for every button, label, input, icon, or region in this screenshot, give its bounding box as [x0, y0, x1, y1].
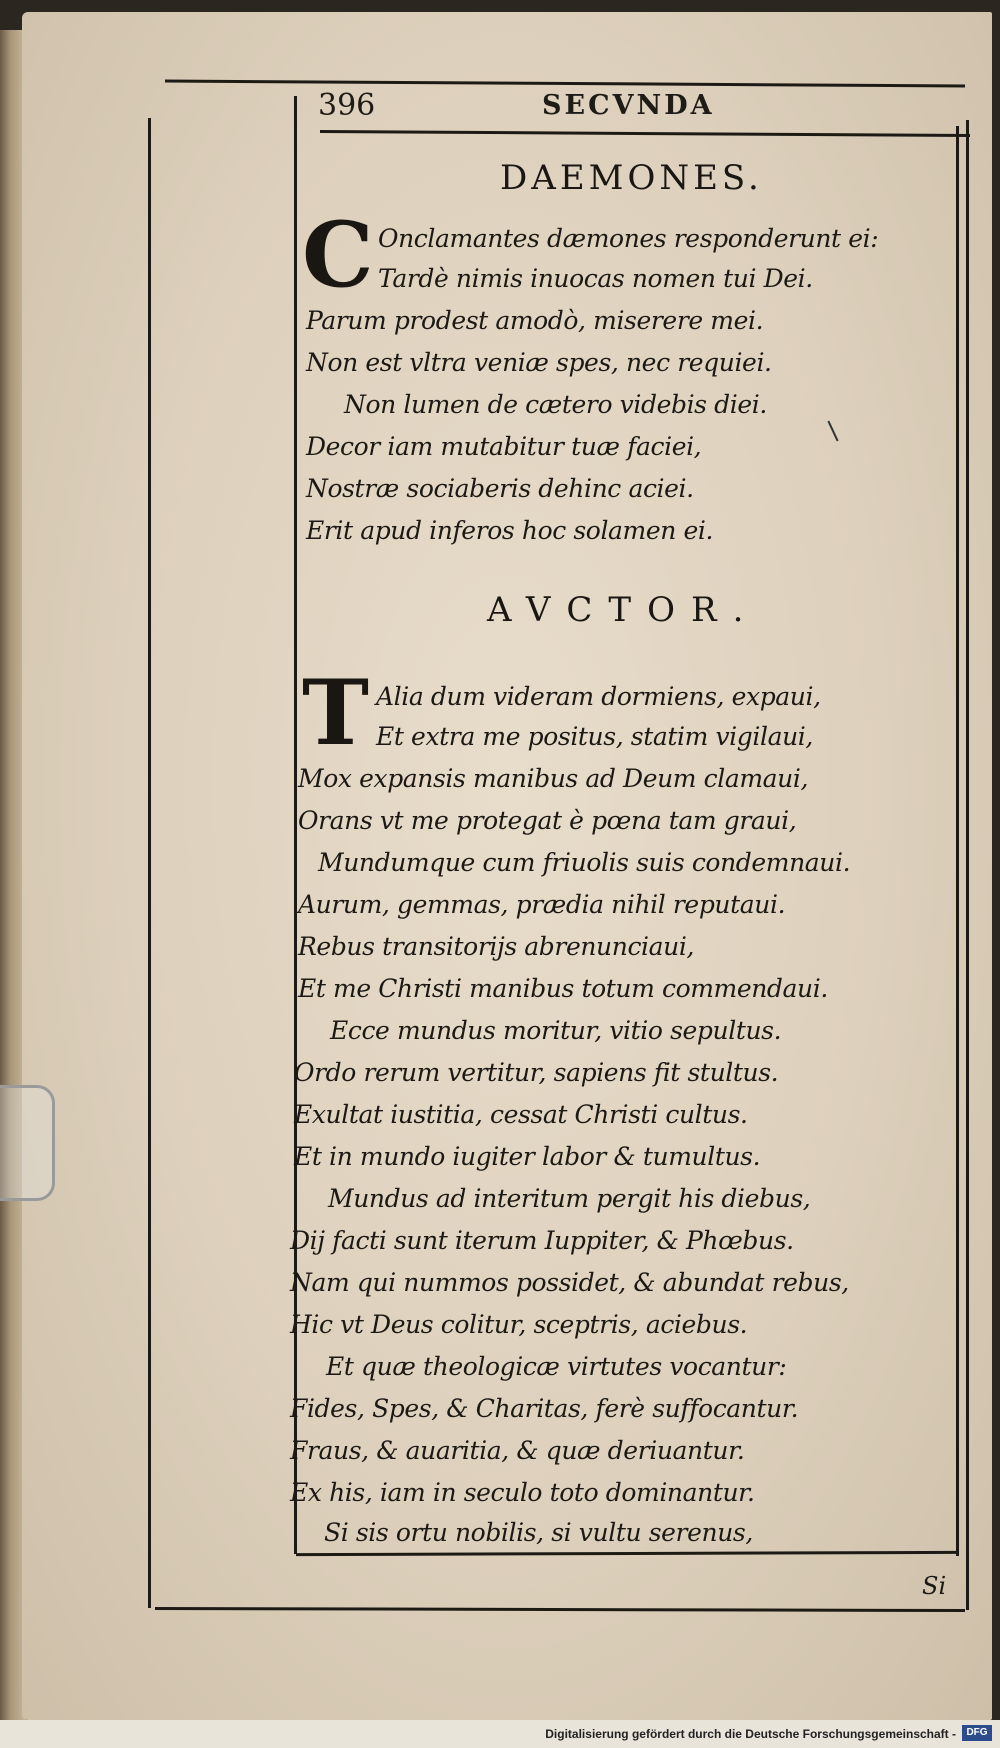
- frame-rule-right: [956, 126, 959, 1556]
- verse-line: Mundumque cum friuolis suis condemnaui.: [318, 848, 851, 877]
- verse-line: Decor iam mutabitur tuæ faciei,: [306, 432, 702, 461]
- verse-line: Et extra me positus, statim vigilaui,: [376, 722, 813, 751]
- page-clip: [0, 1085, 55, 1201]
- verse-line: Nam qui nummos possidet, & abundat rebus,: [290, 1268, 849, 1297]
- verse-line: Et me Christi manibus totum commendaui.: [298, 974, 828, 1003]
- verse-line: Fraus, & auaritia, & quæ deriuantur.: [290, 1436, 745, 1465]
- verse-line: Exultat iustitia, cessat Christi cultus.: [294, 1100, 748, 1129]
- section-title-auctor: AVCTOR.: [487, 590, 760, 630]
- verse-line: Rebus transitorijs abrenunciaui,: [298, 932, 695, 961]
- frame-rule-right-outer: [966, 120, 969, 1610]
- verse-line: Mox expansis manibus ad Deum clamaui,: [298, 764, 808, 793]
- dropcap-c: C: [302, 202, 374, 308]
- verse-line: Non lumen de cætero videbis diei.: [344, 390, 767, 419]
- frame-rule-left-outer: [148, 118, 151, 1608]
- verse-line: Non est vltra veniæ spes, nec requiei.: [306, 348, 772, 377]
- verse-line: Aurum, gemmas, prædia nihil reputaui.: [298, 890, 786, 919]
- verse-line: Et in mundo iugiter labor & tumultus.: [294, 1142, 761, 1171]
- verse-line: Ex his, iam in seculo toto dominantur.: [290, 1478, 755, 1507]
- footer-credit: Digitalisierung gefördert durch die Deutsche Forschungsgemeinschaft -: [545, 1727, 956, 1741]
- verse-line: Dij facti sunt iterum Iuppiter, & Phœbus.: [290, 1226, 794, 1255]
- verse-line: Onclamantes dæmones responderunt ei:: [378, 224, 879, 253]
- verse-line: Mundus ad interitum pergit his diebus,: [328, 1184, 811, 1213]
- verse-line: Ordo rerum vertitur, sapiens fit stultus.: [294, 1058, 779, 1087]
- running-title: SECVNDA: [542, 90, 715, 121]
- verse-line: Erit apud inferos hoc solamen ei.: [306, 516, 714, 545]
- catchword: Si: [922, 1572, 947, 1600]
- verse-line: Alia dum videram dormiens, expaui,: [376, 682, 821, 711]
- verse-line: Nostræ sociaberis dehinc aciei.: [306, 474, 694, 503]
- verse-line: Tardè nimis inuocas nomen tui Dei.: [378, 264, 813, 293]
- verse-line: Hic vt Deus colitur, sceptris, aciebus.: [290, 1310, 748, 1339]
- verse-line: Si sis ortu nobilis, si vultu serenus,: [324, 1518, 753, 1547]
- verse-line: Orans vt me protegat è pœna tam graui,: [298, 806, 797, 835]
- section-title-daemones: DAEMONES.: [500, 158, 763, 198]
- verse-line: Parum prodest amodò, miserere mei.: [306, 306, 764, 335]
- verse-line: Fides, Spes, & Charitas, ferè suffocantur.: [290, 1394, 799, 1423]
- verse-line: Et quæ theologicæ virtutes vocantur:: [326, 1352, 787, 1381]
- page-number: 396: [318, 88, 376, 123]
- dfg-logo-icon: DFG: [962, 1725, 992, 1741]
- verse-line: Ecce mundus moritur, vitio sepultus.: [330, 1016, 782, 1045]
- dropcap-t: T: [302, 660, 369, 766]
